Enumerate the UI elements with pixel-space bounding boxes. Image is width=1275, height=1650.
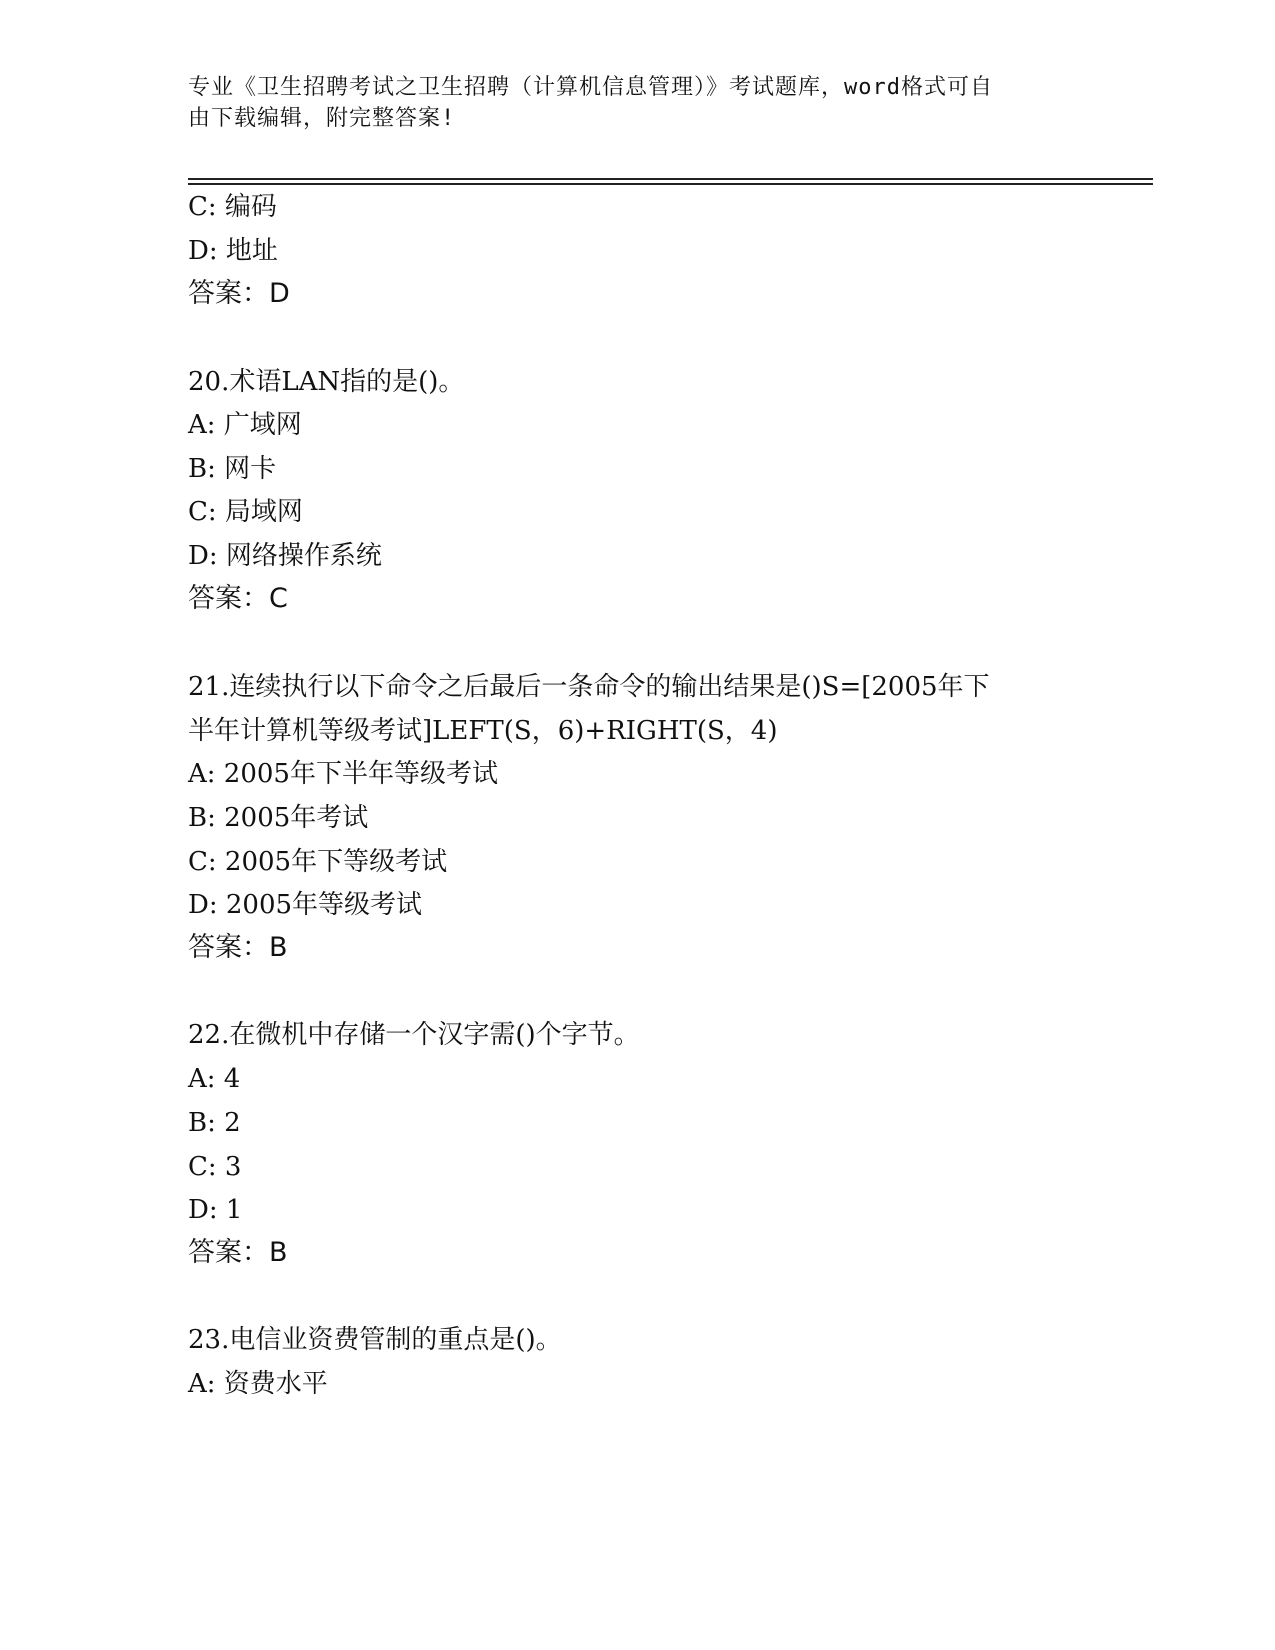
- q20-answer: 答案：C: [188, 583, 288, 614]
- q23-stem: 23.电信业资费管制的重点是()。: [188, 1325, 562, 1355]
- q22-option-b: B: 2: [188, 1108, 241, 1138]
- q21-option-b: B: 2005年考试: [188, 803, 369, 833]
- q22-option-c: C: 3: [188, 1152, 242, 1182]
- header-line-2: 由下载编辑，附完整答案!: [188, 106, 456, 131]
- q22-option-d: D: 1: [188, 1195, 243, 1225]
- header-line-1: 专业《卫生招聘考试之卫生招聘（计算机信息管理）》考试题库，word格式可自: [188, 75, 993, 100]
- q21-option-c: C: 2005年下等级考试: [188, 847, 448, 877]
- q21-answer: 答案：B: [188, 932, 288, 963]
- prev-option-c: C: 编码: [188, 192, 277, 222]
- prev-answer: 答案：D: [188, 278, 290, 309]
- q21-stem-line-1: 21.连续执行以下命令之后最后一条命令的输出结果是()S=[2005年下: [188, 672, 990, 702]
- q21-stem-line-2: 半年计算机等级考试]LEFT(S，6)+RIGHT(S，4): [188, 716, 778, 746]
- prev-option-d: D: 地址: [188, 236, 278, 266]
- q22-answer: 答案：B: [188, 1237, 288, 1268]
- document-header: [188, 72, 1068, 134]
- header-divider-top: [188, 178, 1153, 180]
- q22-stem: 22.在微机中存储一个汉字需()个字节。: [188, 1020, 640, 1050]
- q20-option-a: A: 广域网: [188, 410, 302, 440]
- q20-stem: 20.术语LAN指的是()。: [188, 367, 465, 397]
- q23-option-a: A: 资费水平: [188, 1369, 328, 1399]
- q20-option-b: B: 网卡: [188, 454, 277, 484]
- q20-option-c: C: 局域网: [188, 497, 303, 527]
- q21-option-d: D: 2005年等级考试: [188, 890, 423, 920]
- q22-option-a: A: 4: [188, 1064, 241, 1094]
- q21-option-a: A: 2005年下半年等级考试: [188, 759, 498, 789]
- header-divider-bottom: [188, 183, 1153, 185]
- q20-option-d: D: 网络操作系统: [188, 541, 382, 571]
